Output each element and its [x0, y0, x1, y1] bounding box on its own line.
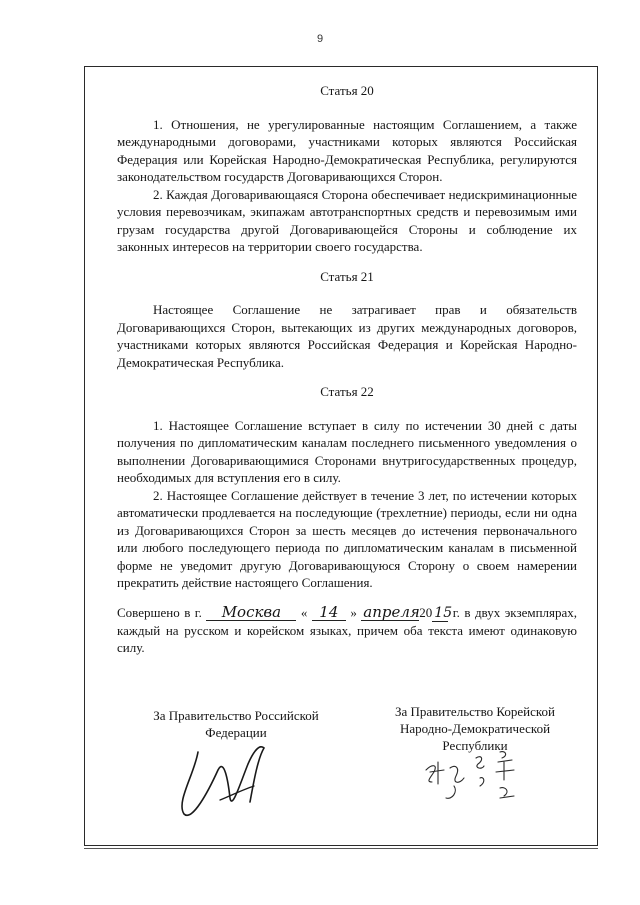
- handwritten-day: 14: [312, 605, 346, 621]
- article-22-title: Статья 22: [320, 384, 374, 399]
- close-quote: »: [350, 604, 357, 620]
- year-suffix: г.: [452, 604, 460, 620]
- article-21-paragraph-1: Настоящее Соглашение не затрагивает прав и обязательств Договаривающихся Сторон, вытекающих из других международных договоров, участниками которых являются Российская Федерация и Корейская Народно-Демократическая Республика.: [117, 302, 577, 370]
- korean-handwritten-signature: [420, 748, 538, 810]
- bottom-rule: [84, 848, 598, 849]
- article-20-title: Статья 20: [320, 83, 374, 98]
- execution-rest: в двух экземплярах, каждый на русском и корейском языках, причем оба текста имеют одинаковую силу.: [117, 604, 578, 655]
- korean-signatory-line-3: Республики: [442, 738, 508, 753]
- korean-signature-block: [370, 703, 580, 754]
- handwritten-city: Москва: [206, 605, 296, 621]
- russian-signatory-line-1: За Правительство Российской: [153, 708, 319, 723]
- russian-signature-block: [133, 707, 339, 741]
- article-20-paragraph-2: 2. Каждая Договаривающаяся Сторона обеспечивает недискриминационные условия перевозчикам, экипажам автотранспортных средств и перевозимым ими грузам государства другой Договаривающейся Стороны и соблюдение их законных интересов на территории своего государства.: [117, 186, 577, 254]
- article-22-paragraph-2: 2. Настоящее Соглашение действует в течение 3 лет, по истечении которых автоматически продлевается на последующие (трехлетние) периоды, если ни одна из Договаривающихся Сторон за шесть месяцев до истечения первоначального или любого последующего периода по дипломатическим каналам в письменной форме не уведомит другую Договаривающуюся Сторону о своем намерении прекратить действие настоящего Соглашения.: [117, 487, 577, 590]
- document-body: [117, 82, 577, 657]
- article-21-title: Статья 21: [320, 268, 374, 284]
- done-prefix: Совершено в г.: [117, 604, 202, 620]
- open-quote: «: [300, 604, 308, 620]
- russian-handwritten-signature: [168, 740, 288, 818]
- year-prefix: 20: [419, 604, 433, 620]
- korean-signatory-line-1: За Правительство Корейской: [394, 704, 556, 719]
- page-number: 9: [316, 33, 324, 45]
- russian-signatory-line-2: Федерации: [205, 725, 267, 740]
- article-22-paragraph-1: 1. Настоящее Соглашение вступает в силу по истечении 30 дней с даты получения по дипломатическим каналам последнего письменного уведомления о выполнении Договаривающимися Сторонами внутригосударственных процедур, необходимых для вступления его в силу.: [117, 417, 577, 485]
- execution-clause: [117, 604, 577, 657]
- article-20-paragraph-1: 1. Отношения, не урегулированные настоящим Соглашением, а также международными договорами, участниками которых являются Российская Федерация или Корейская Народно-Демократическая Республика, регулируются законодательством государств Договаривающихся Сторон.: [117, 116, 577, 184]
- handwritten-year: 15: [434, 604, 453, 621]
- handwritten-month: апреля: [363, 602, 420, 621]
- korean-signatory-line-2: Народно-Демократической: [399, 721, 551, 736]
